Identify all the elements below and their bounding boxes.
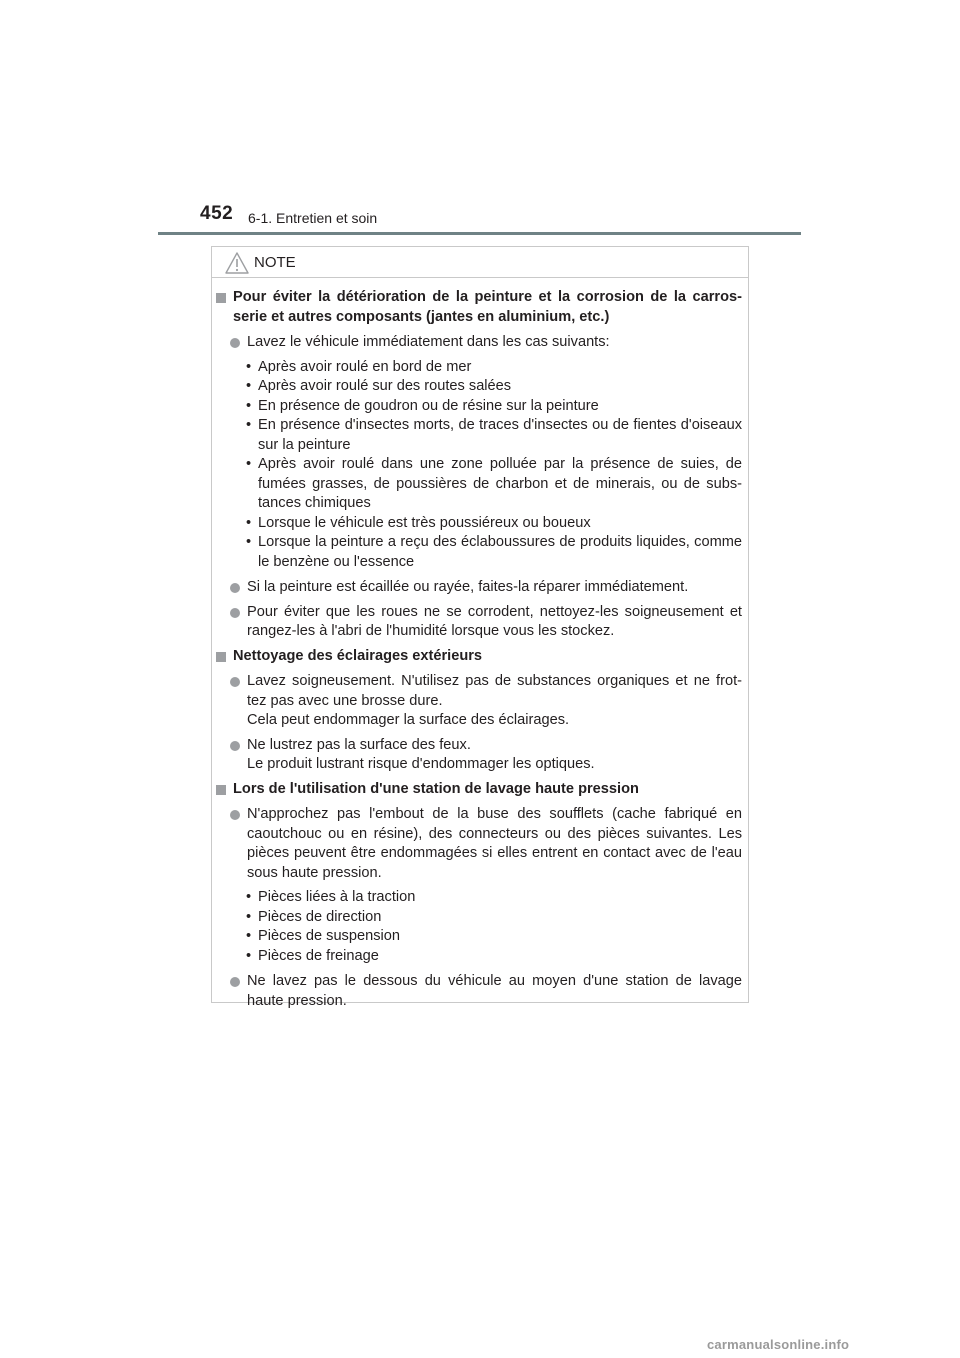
note-label: NOTE <box>254 254 296 271</box>
sub-list-item: • Pièces de direction <box>246 908 382 925</box>
list-item: N'approchez pas l'embout de la buse des soufflets (cache fabriqué en caoutchouc ou en résine), des connecteurs ou des pièces suivantes. Les pièces peuvent être endommagées si elles entrent en contact avec de l'eau sous haute pression. <box>230 805 742 883</box>
sub-list-item: • Après avoir roulé sur des routes salées <box>246 378 512 394</box>
square-bullet-icon <box>216 652 226 662</box>
circle-bullet-icon <box>230 810 240 820</box>
list-item: Ne lustrez pas la surface des feux. Le produit lustrant risque d'endommager les optiques. <box>230 736 742 775</box>
sub-list-item: • Pièces de freinage <box>246 947 379 964</box>
sub-list-item: • Pièces de suspension <box>246 928 400 944</box>
watermark: carmanualsonline.info <box>707 1337 850 1352</box>
square-bullet-icon <box>216 785 226 795</box>
warning-triangle-icon <box>225 252 249 279</box>
list-item: Lavez le véhicule immédiatement dans les cas suivants: <box>230 333 742 353</box>
section-title: 6-1. Entretien et soin <box>248 210 378 226</box>
circle-bullet-icon <box>230 977 240 987</box>
sub-list-item: • Lorsque le véhicule est très poussiéreux ou boueux <box>246 514 591 531</box>
sub-list-item: • Pièces liées à la traction <box>246 889 416 905</box>
list-item: Lavez soigneusement. N'utilisez pas de substances organiques et ne frot- tez pas avec une brosse dure. Cela peut endommager la surface des éclairages. <box>230 672 742 731</box>
note-header <box>212 247 748 278</box>
page-number: 452 <box>200 203 234 224</box>
sub-list-item: • Lorsque la peinture a reçu des éclaboussures de produits liquides, comme le benzène ou l'essence <box>246 534 742 570</box>
list-item: Si la peinture est écaillée ou rayée, faites-la réparer immédiatement. <box>230 578 742 598</box>
sub-list-item: • Après avoir roulé dans une zone polluée par la présence de suies, de fumées grasses, de poussières de charbon et de minerais, ou de subs- tances chimiques <box>246 456 742 511</box>
section-heading: Nettoyage des éclairages extérieurs <box>216 647 742 667</box>
circle-bullet-icon <box>230 608 240 618</box>
note-body <box>212 278 748 1011</box>
sub-list <box>246 358 742 573</box>
sub-list-item: • En présence d'insectes morts, de traces d'insectes ou de fientes d'oiseaux sur la peinture <box>246 417 742 453</box>
circle-bullet-icon <box>230 677 240 687</box>
list-item: Ne lavez pas le dessous du véhicule au moyen d'une station de lavage haute pression. <box>230 972 742 1011</box>
square-bullet-icon <box>216 293 226 303</box>
section-heading: Pour éviter la détérioration de la peinture et la corrosion de la carros- serie et autres composants (jantes en aluminium, etc.) <box>216 288 742 327</box>
circle-bullet-icon <box>230 338 240 348</box>
sub-list-item: • En présence de goudron ou de résine sur la peinture <box>246 397 599 414</box>
section-heading: Lors de l'utilisation d'une station de lavage haute pression <box>216 780 742 800</box>
header-rule <box>158 232 801 235</box>
sub-list <box>246 888 742 966</box>
circle-bullet-icon <box>230 583 240 593</box>
list-item: Pour éviter que les roues ne se corrodent, nettoyez-les soigneusement et rangez-les à l'abri de l'humidité lorsque vous les stockez. <box>230 603 742 642</box>
sub-list-item: • Après avoir roulé en bord de mer <box>246 358 472 375</box>
note-box <box>211 246 749 1009</box>
circle-bullet-icon <box>230 741 240 751</box>
